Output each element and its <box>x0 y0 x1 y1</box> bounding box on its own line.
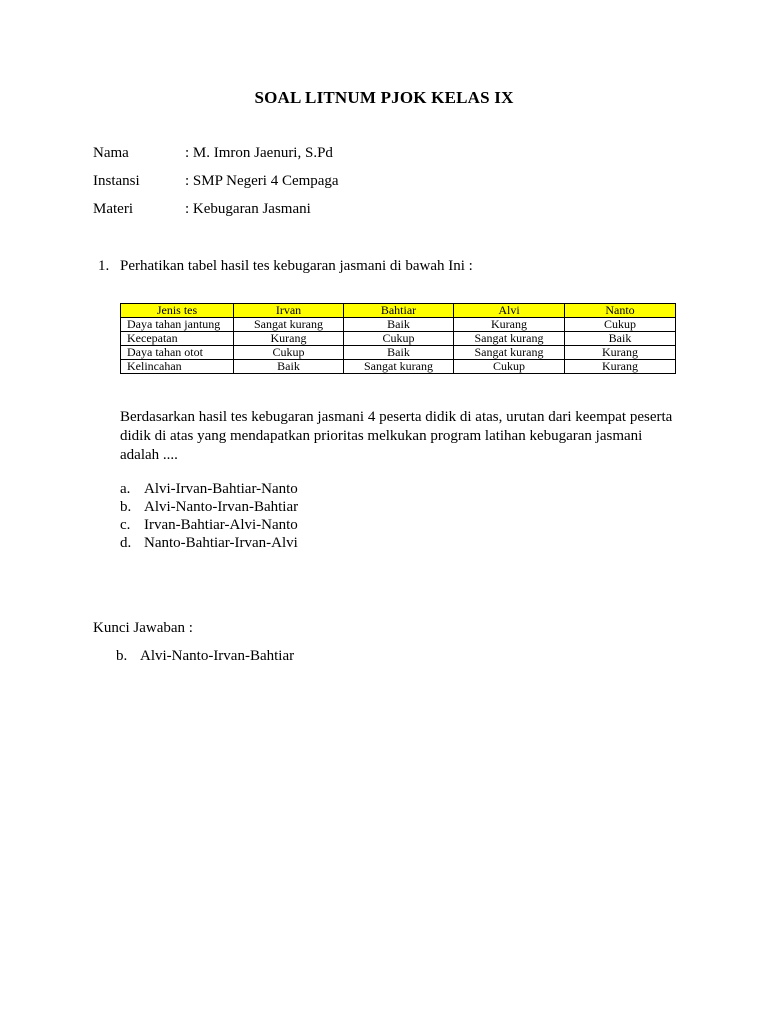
table-cell: Cukup <box>234 346 344 360</box>
table-row <box>121 360 676 374</box>
info-label: Materi <box>93 201 133 217</box>
table-cell: Kurang <box>565 346 676 360</box>
table-header-cell: Alvi <box>454 304 565 318</box>
info-row-materi <box>93 201 339 229</box>
table-cell: Sangat kurang <box>234 318 344 332</box>
option-text: Irvan-Bahtiar-Alvi-Nanto <box>144 517 298 533</box>
table-header-row <box>121 304 676 318</box>
info-block <box>93 145 339 229</box>
table-cell: Cukup <box>344 332 454 346</box>
option-c <box>120 517 298 535</box>
table-cell: Baik <box>565 332 676 346</box>
table-cell: Baik <box>344 318 454 332</box>
table-cell: Daya tahan otot <box>121 346 234 360</box>
table-cell: Kurang <box>454 318 565 332</box>
option-letter: d. <box>120 535 132 551</box>
info-value: : M. Imron Jaenuri, S.Pd <box>185 145 333 161</box>
answer-key-text: Alvi-Nanto-Irvan-Bahtiar <box>140 648 295 664</box>
question-number: 1. <box>98 258 110 274</box>
table-cell: Kecepatan <box>121 332 234 346</box>
info-value: : Kebugaran Jasmani <box>185 201 311 217</box>
option-d <box>120 535 298 553</box>
table-header-cell: Nanto <box>565 304 676 318</box>
question-body: Berdasarkan hasil tes kebugaran jasmani 4 peserta didik di atas, urutan dari keempat peserta didik di atas yang mendapatkan prioritas melkukan program latihan kebugaran jasmani adalah .... <box>120 409 673 463</box>
table-cell: Sangat kurang <box>344 360 454 374</box>
info-row-nama <box>93 145 339 173</box>
option-text: Alvi-Irvan-Bahtiar-Nanto <box>144 481 298 497</box>
option-text: Alvi-Nanto-Irvan-Bahtiar <box>144 499 299 515</box>
table-cell: Sangat kurang <box>454 346 565 360</box>
answer-key-label: Kunci Jawaban : <box>93 620 193 636</box>
option-letter: a. <box>120 481 131 497</box>
results-table <box>120 303 676 374</box>
option-letter: c. <box>120 517 131 533</box>
table-row <box>121 318 676 332</box>
table-header-cell: Bahtiar <box>344 304 454 318</box>
answer-key-letter: b. <box>116 648 128 664</box>
answer-key <box>116 648 294 665</box>
question-text: Perhatikan tabel hasil tes kebugaran jasmani di bawah Ini : <box>120 258 473 274</box>
info-value: : SMP Negeri 4 Cempaga <box>185 173 339 189</box>
table-cell: Kurang <box>234 332 344 346</box>
table-cell: Kelincahan <box>121 360 234 374</box>
info-label: Instansi <box>93 173 140 189</box>
info-row-instansi <box>93 173 339 201</box>
table-row <box>121 346 676 360</box>
question-prompt <box>98 258 473 275</box>
option-b <box>120 499 298 517</box>
table-header-cell: Irvan <box>234 304 344 318</box>
table-cell: Cukup <box>565 318 676 332</box>
table-header-cell: Jenis tes <box>121 304 234 318</box>
table-cell: Cukup <box>454 360 565 374</box>
option-text: Nanto-Bahtiar-Irvan-Alvi <box>144 535 298 551</box>
table-cell: Kurang <box>565 360 676 374</box>
table-row <box>121 332 676 346</box>
option-a <box>120 481 298 499</box>
option-letter: b. <box>120 499 132 515</box>
answer-options <box>120 481 298 553</box>
table-cell: Sangat kurang <box>454 332 565 346</box>
table-cell: Baik <box>344 346 454 360</box>
table-cell: Baik <box>234 360 344 374</box>
table-cell: Daya tahan jantung <box>121 318 234 332</box>
page-title: SOAL LITNUM PJOK KELAS IX <box>254 88 514 107</box>
info-label: Nama <box>93 145 129 161</box>
